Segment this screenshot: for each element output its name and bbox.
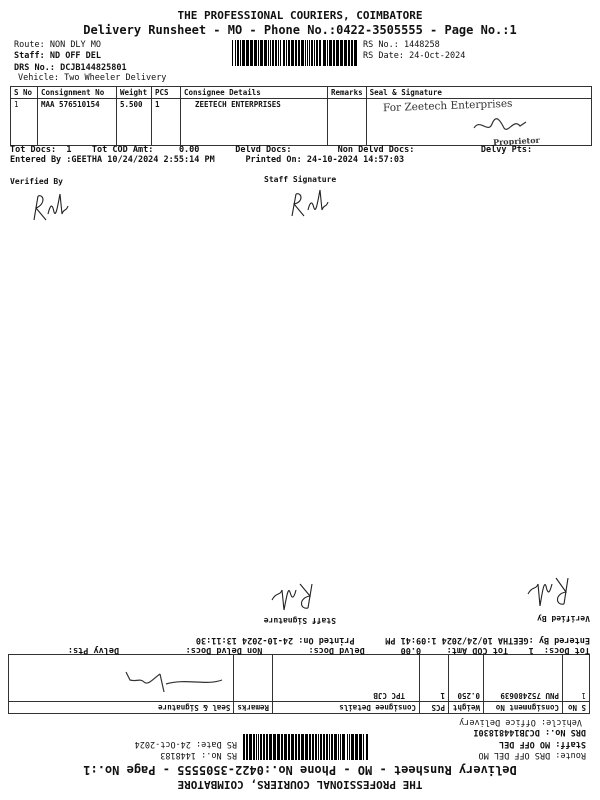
entered-line: Entered By :GEETHA 10/24/2024 1:09:41 PM Printed On: 24-10-2024 13:11:30 bbox=[195, 635, 590, 645]
runsheet-title: Delivery Runsheet - MO - Phone No.:0422-3505555 - Page No.:1 bbox=[83, 763, 517, 777]
barcode-bar bbox=[283, 40, 285, 66]
col-remarks: Remarks bbox=[328, 87, 367, 99]
barcode-bar bbox=[291, 734, 294, 760]
barcode-bar bbox=[266, 734, 268, 760]
cell-remarks bbox=[234, 655, 273, 702]
barcode-bar bbox=[301, 40, 304, 66]
company-title: THE PROFESSIONAL COURIERS, COIMBATORE bbox=[177, 9, 423, 22]
barcode-bar bbox=[311, 40, 313, 66]
barcode-bar bbox=[288, 40, 290, 66]
barcode-bar bbox=[318, 734, 319, 760]
vehicle-value: Office Delivery bbox=[459, 717, 536, 727]
cell-consignment: PNU 752480639 bbox=[484, 655, 563, 702]
barcode-bar bbox=[246, 40, 249, 66]
col-pcs: PCS bbox=[420, 702, 449, 714]
barcode-bar bbox=[309, 734, 311, 760]
col-consignment: Consignment No bbox=[484, 702, 563, 714]
col-sno: S No bbox=[563, 702, 590, 714]
entered-line: Entered By :GEETHA 10/24/2024 2:55:14 PM Printed On: 24-10-2024 14:57:03 bbox=[10, 155, 405, 165]
printed-on-value: 24-10-2024 13:11:30 bbox=[195, 635, 294, 645]
verified-by-label: Verified By bbox=[537, 614, 590, 623]
barcode-bar bbox=[256, 734, 257, 760]
staff-line: Staff: MO OFF DEL bbox=[498, 739, 586, 749]
barcode-bar bbox=[301, 734, 304, 760]
cell-remarks bbox=[328, 99, 367, 146]
barcode-bar bbox=[340, 734, 341, 760]
barcode-bar bbox=[363, 734, 364, 760]
barcode-bar bbox=[278, 40, 279, 66]
tot-docs-value: 1 bbox=[528, 645, 534, 655]
col-consignee: Consignee Details bbox=[181, 87, 328, 99]
barcode-bar bbox=[344, 40, 347, 66]
col-seal: Seal & Signature bbox=[366, 87, 591, 99]
col-weight: Weight bbox=[117, 87, 152, 99]
barcode-bar bbox=[235, 40, 236, 66]
verifier-signature bbox=[28, 184, 72, 228]
totals-line: Tot Docs: 1 Tot COD Amt: 0.00 Delvd Docs: Non Delvd Docs: Delvy Pts: bbox=[67, 645, 590, 655]
barcode-bar bbox=[323, 734, 325, 760]
cell-weight: 5.500 bbox=[117, 99, 152, 146]
barcode-bar bbox=[260, 40, 263, 66]
barcode-bar bbox=[319, 40, 321, 66]
drs-value: DCJB14481830I bbox=[473, 727, 540, 737]
runsheet-title: Delivery Runsheet - MO - Phone No.:0422-3505555 - Page No.:1 bbox=[83, 23, 517, 37]
cell-pcs: 1 bbox=[152, 99, 181, 146]
barcode-bar bbox=[253, 734, 255, 760]
rs-date-value: 24-Oct-2024 bbox=[409, 51, 466, 61]
barcode-bar bbox=[309, 40, 310, 66]
barcode-bar bbox=[281, 734, 283, 760]
barcode-bar bbox=[237, 40, 239, 66]
cell-pcs: 1 bbox=[420, 655, 449, 702]
route-line: Route: DRS OFF DEL MO bbox=[478, 750, 586, 760]
rs-date-line: RS Date: 24-Oct-2024 bbox=[363, 51, 466, 61]
staff-signature bbox=[286, 186, 330, 222]
staff-value: MO OFF DEL bbox=[498, 739, 551, 749]
route-value: NON DLY MO bbox=[49, 40, 102, 50]
barcode-bar bbox=[347, 734, 348, 760]
runsheet-bottom-inverted bbox=[0, 400, 600, 800]
barcode-bar bbox=[329, 734, 330, 760]
staff-signature-label: Staff Signature bbox=[263, 616, 336, 625]
entered-by-value: GEETHA 10/24/2024 2:55:14 PM bbox=[71, 155, 215, 165]
cell-consignee: TPC CJB bbox=[273, 655, 420, 702]
col-sno: S No bbox=[11, 87, 38, 99]
barcode-bar bbox=[249, 734, 252, 760]
barcode-bar bbox=[327, 40, 328, 66]
cell-consignee: ZEETECH ENTERPRISES bbox=[181, 99, 328, 146]
barcode-bar bbox=[240, 40, 241, 66]
consignee-signature bbox=[470, 114, 530, 138]
vehicle-line: Vehicle: Office Delivery bbox=[459, 717, 582, 727]
barcode-bar bbox=[329, 40, 332, 66]
tot-cod-value: 0.00 bbox=[178, 145, 200, 155]
barcode-bar bbox=[333, 40, 335, 66]
drs-line: DRS No.: DCJB14481830I bbox=[473, 727, 586, 737]
barcode-bar bbox=[354, 40, 357, 66]
rs-date-line: RS Date: 24-Oct-2024 bbox=[134, 739, 237, 749]
barcode-bar bbox=[366, 734, 368, 760]
barcode-bar bbox=[295, 40, 297, 66]
tot-cod-value: 0.00 bbox=[400, 645, 422, 655]
barcode-bar bbox=[326, 734, 328, 760]
barcode-bar bbox=[263, 734, 265, 760]
verified-by-label: Verified By bbox=[10, 177, 63, 186]
barcode-bar bbox=[359, 734, 362, 760]
barcode-bar bbox=[291, 40, 294, 66]
col-seal: Seal & Signature bbox=[9, 702, 234, 714]
vehicle-line: Vehicle: Two Wheeler Delivery bbox=[18, 73, 167, 83]
barcode-bar bbox=[277, 734, 280, 760]
barcode-bar bbox=[323, 40, 326, 66]
barcode-bar bbox=[355, 734, 358, 760]
barcode-bar bbox=[250, 40, 253, 66]
barcode-bar bbox=[305, 40, 306, 66]
cell-consignment: MAA 576510154 bbox=[38, 99, 117, 146]
barcode-bar bbox=[320, 734, 322, 760]
stamp-company-name: For Zeetech Enterprises bbox=[382, 97, 513, 115]
barcode-image bbox=[232, 40, 357, 66]
barcode-bar bbox=[338, 734, 339, 760]
barcode-bar bbox=[280, 40, 281, 66]
staff-value: ND OFF DEL bbox=[49, 51, 102, 61]
vehicle-value: Two Wheeler Delivery bbox=[64, 73, 167, 83]
barcode-bar bbox=[298, 734, 300, 760]
tot-docs-value: 1 bbox=[66, 145, 72, 155]
col-consignee: Consignee Details bbox=[273, 702, 420, 714]
cell-sno: 1 bbox=[11, 99, 38, 146]
col-weight: Weight bbox=[449, 702, 484, 714]
barcode-bar bbox=[272, 40, 274, 66]
cell-weight: 0.250 bbox=[449, 655, 484, 702]
staff-signature bbox=[268, 578, 318, 614]
barcode-bar bbox=[284, 734, 287, 760]
barcode-bar bbox=[298, 40, 300, 66]
printed-on-value: 24-10-2024 14:57:03 bbox=[306, 155, 405, 165]
col-pcs: PCS bbox=[152, 87, 181, 99]
consignee-signature bbox=[122, 668, 226, 696]
entered-by-value: GEETHA 10/24/2024 1:09:41 PM bbox=[385, 635, 529, 645]
rs-no-line: RS No.: 1448183 bbox=[160, 750, 237, 760]
barcode-bar bbox=[246, 734, 248, 760]
staff-signature-label: Staff Signature bbox=[264, 175, 337, 184]
route-line: Route: NON DLY MO bbox=[14, 40, 102, 50]
barcode-bar bbox=[260, 734, 262, 760]
drs-line: DRS No.: DCJB144825801 bbox=[14, 63, 127, 73]
barcode-bar bbox=[269, 734, 272, 760]
barcode-bar bbox=[351, 40, 353, 66]
company-title: THE PROFESSIONAL COURIERS, COIMBATORE bbox=[177, 778, 423, 791]
barcode-bar bbox=[242, 40, 245, 66]
barcode-bar bbox=[264, 40, 267, 66]
barcode-bar bbox=[351, 734, 354, 760]
barcode-bar bbox=[348, 40, 350, 66]
barcode-bar bbox=[342, 734, 345, 760]
drs-value: DCJB144825801 bbox=[60, 63, 127, 73]
verifier-signature bbox=[524, 570, 574, 614]
barcode-bar bbox=[331, 734, 333, 760]
cell-sno: 1 bbox=[563, 655, 590, 702]
barcode-bar bbox=[275, 40, 277, 66]
barcode-bar bbox=[336, 40, 339, 66]
route-value: DRS OFF DEL MO bbox=[478, 750, 551, 760]
barcode-bar bbox=[295, 734, 297, 760]
barcode-bar bbox=[254, 40, 257, 66]
barcode-bar bbox=[314, 40, 315, 66]
barcode-bar bbox=[243, 734, 245, 760]
col-consignment: Consignment No bbox=[38, 87, 117, 99]
barcode-bar bbox=[273, 734, 276, 760]
table-row bbox=[9, 655, 590, 702]
barcode-bar bbox=[315, 734, 317, 760]
barcode-bar bbox=[258, 40, 259, 66]
stamp-proprietor: Proprietor bbox=[492, 134, 540, 148]
barcode-bar bbox=[349, 734, 350, 760]
barcode-bar bbox=[334, 734, 337, 760]
rs-no-value: 1448183 bbox=[160, 750, 197, 760]
staff-line: Staff: ND OFF DEL bbox=[14, 51, 102, 61]
rs-no-value: 1448258 bbox=[403, 40, 440, 50]
barcode-bar bbox=[340, 40, 343, 66]
totals-line: Tot Docs: 1 Tot COD Amt: 0.00 Delvd Docs: Non Delvd Docs: Delvy Pts: bbox=[10, 145, 533, 155]
rs-no-line: RS No.: 1448258 bbox=[363, 40, 440, 50]
barcode-bar bbox=[270, 40, 271, 66]
col-remarks: Remarks bbox=[234, 702, 273, 714]
barcode-bar bbox=[316, 40, 318, 66]
barcode-image bbox=[243, 734, 368, 760]
barcode-bar bbox=[305, 734, 308, 760]
barcode-bar bbox=[232, 40, 233, 66]
barcode-bar bbox=[288, 734, 290, 760]
barcode-bar bbox=[258, 734, 259, 760]
barcode-bar bbox=[268, 40, 269, 66]
barcode-bar bbox=[307, 40, 308, 66]
consignment-table bbox=[8, 654, 590, 714]
barcode-bar bbox=[312, 734, 314, 760]
rs-date-value: 24-Oct-2024 bbox=[134, 739, 191, 749]
barcode-bar bbox=[286, 40, 287, 66]
